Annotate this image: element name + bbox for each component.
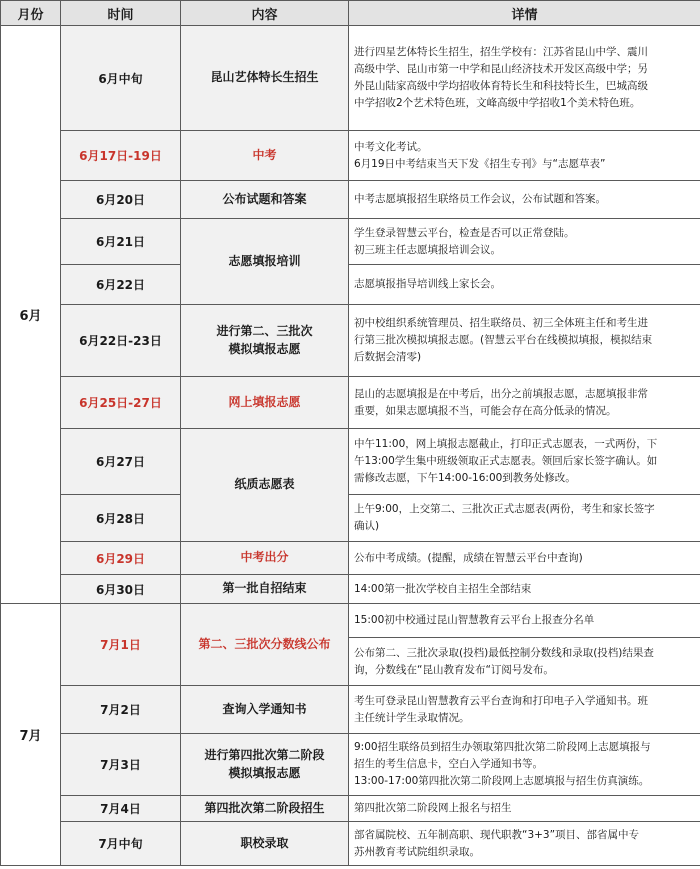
row-time: 7月中旬	[61, 822, 181, 866]
row-time: 6月中旬	[61, 26, 181, 131]
row-time: 6月25日-27日	[61, 377, 181, 429]
detail-line: 部省属院校、五年制高职、现代职教“3+3”项目、部省属中专	[354, 828, 640, 841]
detail-line: 招生的考生信息卡，空白入学通知书等。	[354, 758, 543, 770]
header-time: 时间	[61, 1, 181, 26]
row-content	[181, 604, 349, 686]
detail-line: 公布第二、三批次录取(投档)最低控制分数线和录取(投档)结果查	[354, 646, 654, 659]
row-time: 6月22日	[61, 265, 181, 305]
row-content	[181, 377, 349, 429]
detail-line: 志愿填报指导培训线上家长会。	[354, 278, 501, 290]
content-line: 纸质志愿表	[234, 477, 295, 492]
detail-line: 公布中考成绩。(提醒，成绩在智慧云平台中查询)	[354, 551, 583, 564]
content-line: 第二、三批次分数线公布	[198, 636, 331, 651]
detail-line: 第四批次第二阶段网上报名与招生	[354, 802, 512, 814]
detail-line: 14:00第一批次学校自主招生全部结束	[354, 582, 532, 595]
row-detail	[349, 822, 700, 866]
row-time: 7月4日	[61, 796, 181, 822]
detail-line: 行第三批次模拟填报志愿。(智慧云平台在线模拟填报，模拟结束	[354, 334, 653, 346]
row-content	[181, 26, 349, 131]
detail-line: 初三班主任志愿填报培训会议。	[354, 243, 501, 256]
content-line: 进行第四批次第二阶段	[204, 748, 325, 763]
table-row	[1, 822, 700, 866]
row-detail	[349, 131, 700, 181]
content-line: 第一批自招结束	[222, 581, 307, 596]
row-detail	[349, 265, 700, 305]
table-row	[1, 181, 700, 219]
row-time: 6月21日	[61, 219, 181, 265]
detail-line: 6月19日中考结束当天下发《招生专刊》与“志愿草表”	[354, 157, 606, 170]
row-detail	[349, 604, 700, 638]
row-detail	[349, 181, 700, 219]
row-time: 6月29日	[61, 542, 181, 575]
row-detail	[349, 796, 700, 822]
detail-line: 进行四星艺体特长生招生，招生学校有：江苏省昆山中学、震川	[354, 46, 648, 58]
detail-line: 中午11:00，网上填报志愿截止，打印正式志愿表，一式两份，下	[354, 438, 658, 450]
row-time: 6月17日-19日	[61, 131, 181, 181]
table-row	[1, 131, 700, 181]
month-july: 7月	[1, 604, 61, 866]
detail-line: 昆山的志愿填报是在中考后，出分之前填报志愿，志愿填报非常	[354, 387, 648, 400]
row-time: 6月30日	[61, 575, 181, 604]
content-line: 中考	[252, 147, 277, 162]
row-detail	[349, 219, 700, 265]
row-detail	[349, 542, 700, 575]
detail-line: 主任统计学生录取情况。	[354, 711, 470, 724]
table-row	[1, 686, 700, 734]
row-time: 6月28日	[61, 495, 181, 542]
table-row	[1, 604, 700, 638]
row-content	[181, 429, 349, 542]
detail-line: 后数据会清零)	[354, 351, 422, 363]
row-time: 6月27日	[61, 429, 181, 495]
detail-line: 询，分数线在“昆山教育发布“订阅号发布。	[354, 663, 554, 676]
detail-line: 苏州教育考试院组织录取。	[354, 845, 480, 858]
row-detail	[349, 734, 700, 796]
content-line: 查询入学通知书	[222, 701, 307, 716]
row-time: 7月1日	[61, 604, 181, 686]
table-row	[1, 542, 700, 575]
row-detail	[349, 26, 700, 131]
row-detail	[349, 377, 700, 429]
row-detail	[349, 686, 700, 734]
row-content	[181, 542, 349, 575]
row-time: 7月3日	[61, 734, 181, 796]
detail-line: 中学招收2个艺术特色班，文峰高级中学招收1个美术特色班。	[354, 97, 641, 109]
detail-line: 中考文化考试。	[354, 140, 428, 153]
content-line: 中考出分	[240, 550, 289, 565]
detail-line: 需修改志愿，下午14:00-16:00到教务处修改。	[354, 472, 576, 484]
table-row	[1, 796, 700, 822]
table-row	[1, 305, 700, 377]
content-line: 网上填报志愿	[228, 394, 301, 409]
row-content	[181, 575, 349, 604]
table-row	[1, 219, 700, 265]
row-content	[181, 686, 349, 734]
header-detail: 详情	[349, 1, 700, 26]
row-content	[181, 822, 349, 866]
row-content	[181, 131, 349, 181]
table-row	[1, 265, 700, 305]
row-content	[181, 181, 349, 219]
row-detail	[349, 305, 700, 377]
header-month: 月份	[1, 1, 61, 26]
table-row	[1, 495, 700, 542]
detail-line: 9:00招生联络员到招生办领取第四批次第二阶段网上志愿填报与	[354, 741, 651, 753]
detail-line: 13:00-17:00第四批次第二阶段网上志愿填报与招生仿真演练。	[354, 775, 650, 787]
header-row	[1, 1, 700, 26]
row-detail	[349, 575, 700, 604]
content-line: 第四批次第二阶段招生	[204, 800, 325, 815]
detail-line: 上午9:00，上交第二、三批次正式志愿表(两份，考生和家长签字	[354, 503, 655, 515]
header-content: 内容	[181, 1, 349, 26]
content-line: 模拟填报志愿	[228, 765, 301, 780]
content-line: 进行第二、三批次	[216, 324, 313, 339]
month-june: 6月	[1, 26, 61, 604]
detail-line: 外昆山陆家高级中学均招收体育特长生和科技特长生，巴城高级	[354, 80, 648, 92]
detail-line: 学生登录智慧云平台，检查是否可以正常登陆。	[354, 226, 575, 239]
row-content	[181, 219, 349, 305]
row-time: 6月20日	[61, 181, 181, 219]
row-content	[181, 734, 349, 796]
detail-line: 高级中学、昆山市第一中学和昆山经济技术开发区高级中学；另	[354, 63, 648, 75]
content-line: 志愿填报培训	[228, 253, 301, 268]
row-detail	[349, 429, 700, 495]
content-line: 昆山艺体特长生招生	[210, 70, 319, 85]
row-detail	[349, 495, 700, 542]
row-content	[181, 796, 349, 822]
table-row	[1, 429, 700, 495]
content-line: 公布试题和答案	[222, 191, 307, 206]
content-line: 职校录取	[240, 835, 289, 850]
row-content	[181, 305, 349, 377]
row-detail	[349, 638, 700, 686]
detail-line: 中考志愿填报招生联络员工作会议，公布试题和答案。	[354, 193, 606, 205]
content-line: 模拟填报志愿	[228, 341, 301, 356]
detail-line: 初中校组织系统管理员、招生联络员、初三全体班主任和考生进	[354, 317, 648, 329]
detail-line: 15:00初中校通过昆山智慧教育云平台上报查分名单	[354, 614, 595, 626]
detail-line: 重要，如果志愿填报不当，可能会存在高分低录的情况。	[354, 404, 617, 417]
table-row	[1, 734, 700, 796]
table-row	[1, 26, 700, 131]
table-row	[1, 575, 700, 604]
detail-line: 午13:00学生集中班级领取正式志愿表。领回后家长签字确认。如	[354, 455, 658, 467]
row-time: 6月22日-23日	[61, 305, 181, 377]
detail-line: 考生可登录昆山智慧教育云平台查询和打印电子入学通知书。班	[354, 694, 648, 707]
row-time: 7月2日	[61, 686, 181, 734]
detail-line: 确认)	[354, 520, 380, 532]
table-row	[1, 377, 700, 429]
